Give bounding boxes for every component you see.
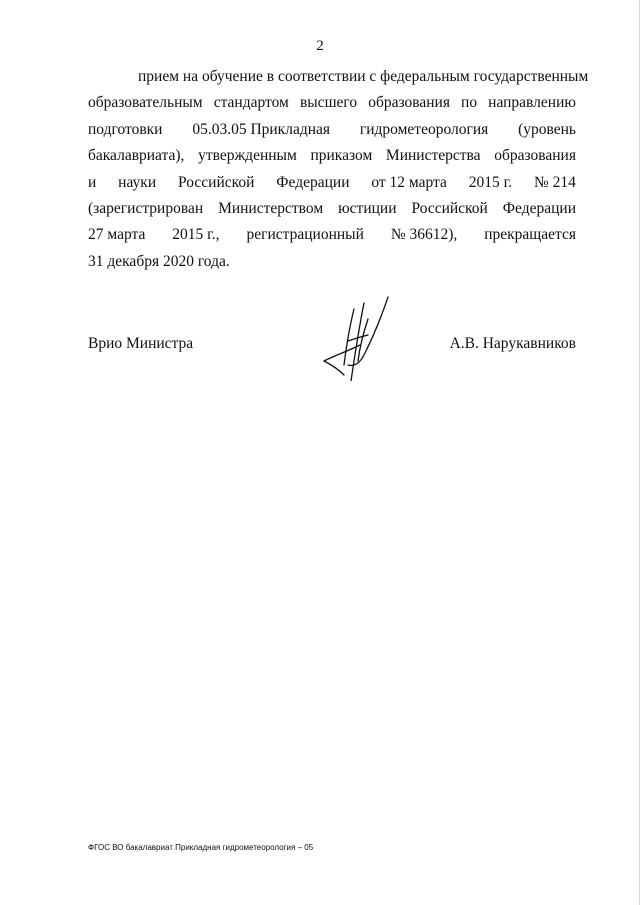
word: (уровень <box>518 120 576 138</box>
word: бакалавриата), <box>88 147 185 165</box>
word: 2015 г., <box>172 226 220 244</box>
word: направлению <box>488 94 576 112</box>
word: Министерством <box>218 199 324 217</box>
word: от 12 марта <box>371 173 447 191</box>
page-number: 2 <box>316 38 324 54</box>
word: Российской <box>178 173 255 191</box>
word: приказом <box>310 147 373 165</box>
word: № 214 <box>534 173 576 191</box>
word: юстиции <box>338 199 397 217</box>
body-line-4 <box>88 143 576 169</box>
body-line-3 <box>88 117 576 143</box>
word: прием на обучение в соответствии с федеральным государственным <box>138 68 589 85</box>
word: образования <box>368 94 450 112</box>
word: Российской <box>411 199 488 217</box>
word: гидрометеорология <box>359 120 489 138</box>
word: науки <box>118 173 157 191</box>
signatory-name: А.В. Нарукавников <box>449 335 576 352</box>
word: 05.03.05 Прикладная <box>192 120 331 138</box>
word: (зарегистрирован <box>88 199 204 217</box>
signature-block <box>88 335 576 365</box>
word: подготовки <box>88 120 163 138</box>
word: образования <box>494 147 576 165</box>
word: по <box>461 94 478 112</box>
body-paragraph <box>88 64 589 275</box>
word: Федерации <box>276 173 350 191</box>
body-line-2 <box>88 90 576 116</box>
word: 2015 г. <box>468 173 513 191</box>
word: стандартом <box>213 94 289 112</box>
document-footer: ФГОС ВО бакалавриат Прикладная гидрометеорология – 05 <box>88 843 314 852</box>
word: 27 марта <box>88 226 146 244</box>
body-line-7 <box>88 222 576 248</box>
body-line-6 <box>88 196 576 222</box>
word: и <box>88 173 97 191</box>
word: 31 декабря 2020 года. <box>88 252 230 270</box>
body-line-8 <box>88 249 576 275</box>
body-line-5 <box>88 170 576 196</box>
word: Министерства <box>385 147 481 165</box>
word: образовательным <box>88 94 203 112</box>
word: регистрационный <box>246 226 364 244</box>
word: высшего <box>299 94 358 112</box>
word: № 36612), <box>390 226 458 244</box>
word: прекращается <box>484 226 576 244</box>
body-line-1 <box>88 64 589 90</box>
signatory-title: Врио Министра <box>88 335 194 352</box>
word: Федерации <box>502 199 576 217</box>
word: утвержденным <box>198 147 297 165</box>
